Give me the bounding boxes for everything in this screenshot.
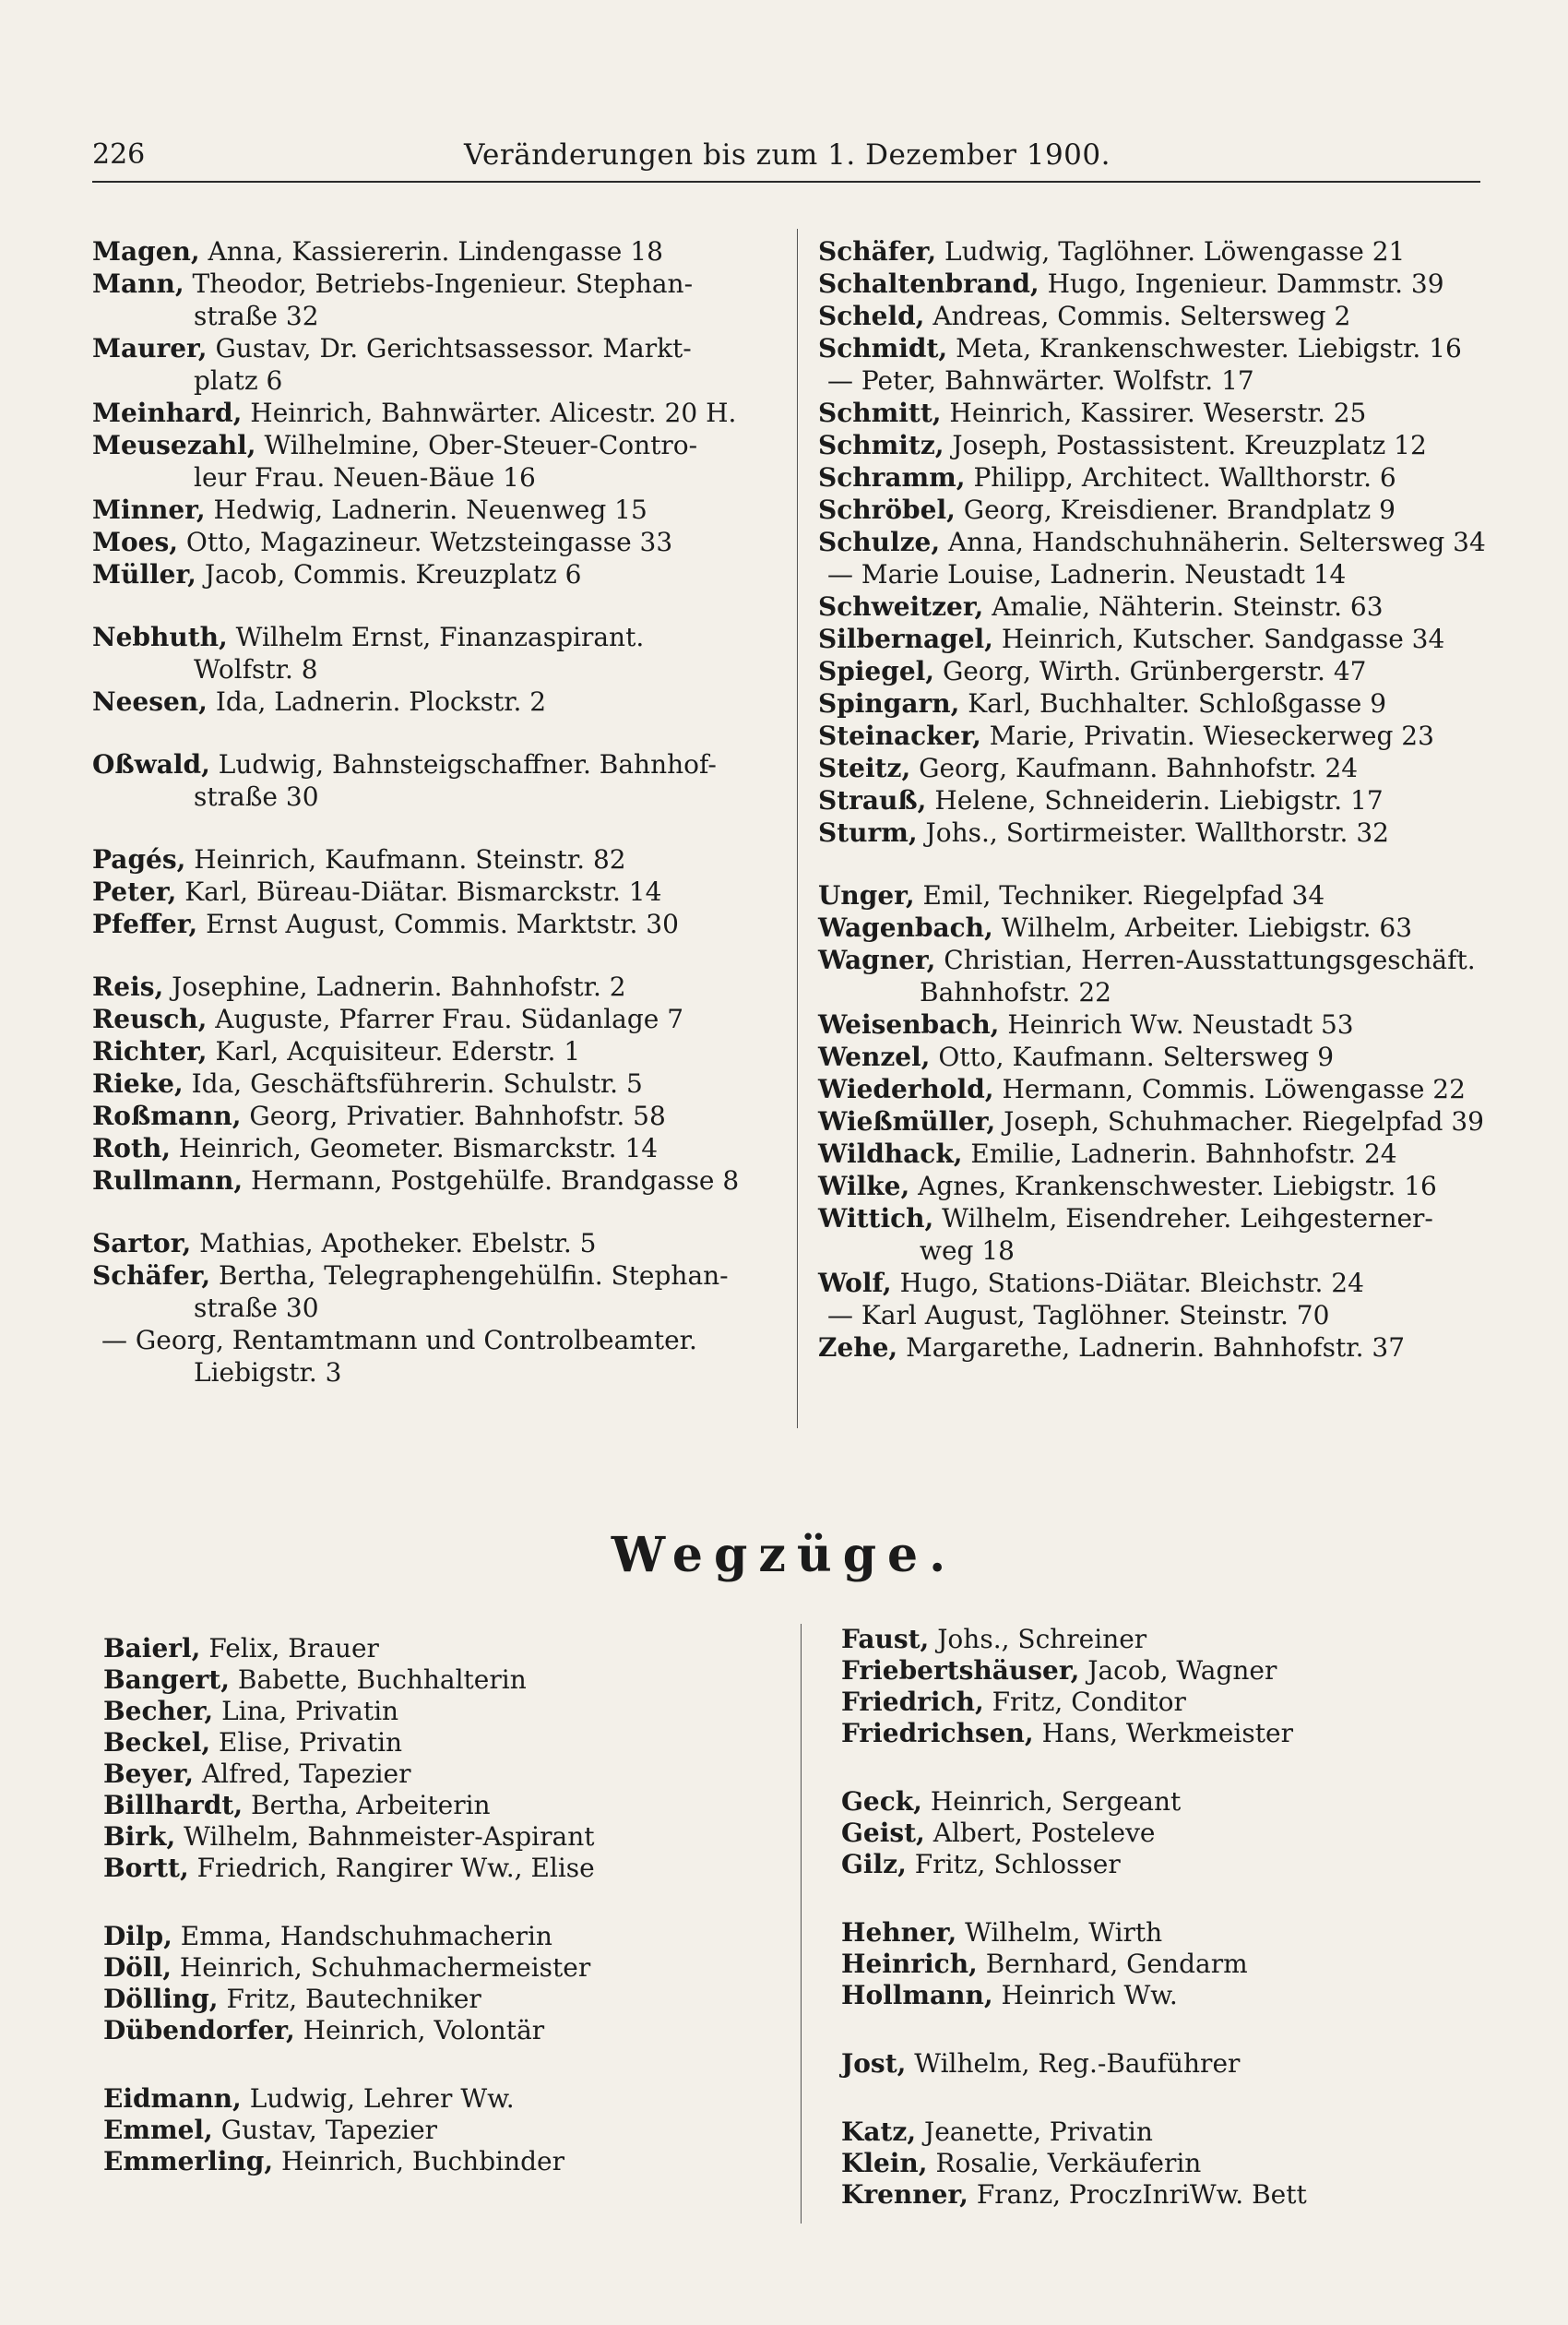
left-column [92,235,821,1389]
entry-surname: Heinrich, [841,1949,978,1979]
entry-details: Wilhelm Ernst, Finanzaspirant. [235,622,645,652]
directory-entry [92,235,821,268]
entry-surname: Magen, [92,236,200,267]
entry-surname: Jost, [841,2048,907,2079]
entry-surname: Friedrichsen, [841,1718,1034,1748]
directory-entry [103,1633,832,1664]
entry-details: Heinrich, Kaufmann. Steinstr. 82 [194,844,626,875]
entry-details: Babette, Buchhalterin [237,1664,527,1695]
entry-surname: Wagenbach, [818,912,993,943]
directory-entry [103,1696,832,1727]
entry-details: Margarethe, Ladnerin. Bahnhofstr. 37 [906,1332,1406,1363]
directory-entry [818,590,1547,623]
entry-details: Elise, Privatin [219,1727,403,1758]
directory-entry [103,1821,832,1853]
directory-entry [841,1687,1568,1718]
entry-details: Emilie, Ladnerin. Bahnhofstr. 24 [970,1139,1397,1169]
entry-details: Felix, Brauer [208,1633,379,1663]
running-head: Veränderungen bis zum 1. Dezember 1900. [464,138,1111,172]
entry-details: Ida, Geschäftsführerin. Schulstr. 5 [191,1068,643,1099]
directory-entry [818,332,1547,364]
entry-details: Gustav, Dr. Gerichtsassessor. Markt- [215,333,692,364]
directory-entry [818,720,1547,752]
directory-entry [92,1259,821,1292]
directory-entry [818,687,1547,720]
entry-continuation: platz 6 [194,365,283,396]
directory-entry [818,1073,1547,1105]
entry-details: Fritz, Schlosser [914,1849,1121,1879]
entry-text: — Peter, Bahnwärter. Wolfstr. 17 [827,365,1254,396]
directory-entry [841,1655,1568,1687]
entry-details: Heinrich Ww. [1001,1980,1178,2010]
directory-entry [818,461,1547,494]
entry-surname: Steinacker, [818,721,981,751]
directory-entry [818,494,1547,526]
entry-details: Wilhelm, Reg.-Bauführer [914,2048,1241,2079]
entry-details: Hermann, Commis. Löwengasse 22 [1002,1074,1466,1104]
directory-entry [92,1164,821,1197]
entry-continuation: leur Frau. Neuen-Bäue 16 [194,462,536,493]
entry-surname: Klein, [841,2148,928,2178]
entry-surname: Rieke, [92,1068,184,1099]
entry-details: Emil, Techniker. Riegelpfad 34 [922,880,1325,911]
directory-entry [841,1949,1568,1980]
column-divider [797,229,798,1428]
entry-details: Helene, Schneiderin. Liebigstr. 17 [934,785,1384,816]
directory-entry [92,332,821,364]
entry-surname: Billhardt, [103,1790,244,1820]
directory-entry [841,2048,1568,2080]
entry-surname: Emmel, [103,2115,213,2145]
directory-entry [818,1331,1547,1364]
entry-details: Albert, Posteleve [932,1818,1156,1848]
entry-details: Georg, Kaufmann. Bahnhofstr. 24 [919,753,1359,783]
entry-surname: Wenzel, [818,1042,931,1072]
entry-surname: Wolf, [818,1268,892,1298]
entry-surname: Minner, [92,495,206,525]
entry-surname: Wittich, [818,1203,934,1234]
entry-details: Anna, Handschuhnäherin. Seltersweg 34 [948,527,1486,557]
directory-entry [103,1790,832,1821]
directory-entry [841,1786,1568,1818]
directory-entry [818,268,1547,300]
entry-details: Heinrich, Buchbinder [281,2146,564,2176]
entry-details: Ida, Ladnerin. Plockstr. 2 [215,686,547,717]
directory-entry [92,843,821,876]
directory-entry [841,1718,1568,1749]
entry-details: Ludwig, Lehrer Ww. [249,2083,515,2114]
entry-surname: Katz, [841,2116,917,2147]
entry-details: Fritz, Bautechniker [226,1984,481,2014]
column-divider-bottom [801,1624,802,2224]
directory-entry [103,1921,832,1952]
directory-entry [103,1664,832,1696]
directory-entry [841,1818,1568,1849]
entry-details: Heinrich Ww. Neustadt 53 [1007,1009,1354,1040]
directory-entry [841,1849,1568,1880]
entry-details: Philipp, Architect. Wallthorstr. 6 [973,462,1396,493]
directory-entry [818,429,1547,461]
entry-details: Georg, Privatier. Bahnhofstr. 58 [249,1101,666,1131]
directory-entry [92,494,821,526]
entry-surname: Peter, [92,876,177,907]
entry-surname: Maurer, [92,333,208,364]
entry-details: Wilhelm, Wirth [965,1917,1163,1948]
directory-entry [92,1100,821,1132]
wegzuege-left-column [103,1633,832,2177]
entry-details: Alfred, Tapezier [201,1759,411,1789]
directory-entry [818,752,1547,784]
entry-surname: Nebhuth, [92,622,228,652]
entry-details: Heinrich, Bahnwärter. Alicestr. 20 H. [250,398,737,428]
entry-surname: Dübendorfer, [103,2015,295,2045]
entry-surname: Rullmann, [92,1165,244,1196]
entry-details: Joseph, Schuhmacher. Riegelpfad 39 [1004,1106,1484,1137]
entry-continuation: straße 30 [194,781,319,812]
entry-details: Georg, Kreisdiener. Brandplatz 9 [963,495,1396,525]
entry-surname: Silbernagel, [818,624,993,654]
directory-entry [103,1727,832,1759]
entry-surname: Spingarn, [818,688,960,719]
entry-details: Agnes, Krankenschwester. Liebigstr. 16 [918,1171,1437,1201]
entry-details: Heinrich, Geometer. Bismarckstr. 14 [178,1133,659,1163]
entry-details: Georg, Wirth. Grünbergerstr. 47 [942,656,1367,686]
entry-details: Theodor, Betriebs-Ingenieur. Stephan- [192,268,694,299]
directory-entry [92,1035,821,1067]
directory-entry [92,429,821,461]
directory-entry [92,1324,821,1356]
entry-details: Bertha, Telegraphengehülfin. Stephan- [219,1260,729,1291]
page-header [92,138,1480,181]
entry-details: Meta, Krankenschwester. Liebigstr. 16 [956,333,1462,364]
entry-surname: Schröbel, [818,495,956,525]
directory-entry [92,397,821,429]
directory-entry [818,655,1547,687]
directory-entry [818,235,1547,268]
entry-surname: Meusezahl, [92,430,256,460]
entry-surname: Steitz, [818,753,911,783]
directory-entry [818,1105,1547,1138]
section-title-wegzuege: Wegzüge. [611,1527,957,1583]
entry-surname: Roth, [92,1133,171,1163]
entry-surname: Emmerling, [103,2146,274,2176]
entry-details: Ernst August, Commis. Marktstr. 30 [206,909,679,939]
entry-details: Lina, Privatin [221,1696,399,1726]
entry-text: — Georg, Rentamtmann und Controlbeamter. [101,1325,697,1355]
directory-entry [92,971,821,1003]
directory-entry [92,1003,821,1035]
directory-entry [103,2015,832,2046]
entry-surname: Neesen, [92,686,208,717]
directory-entry [92,686,821,718]
entry-surname: Wildhack, [818,1139,963,1169]
directory-entry [103,2146,832,2177]
entry-surname: Birk, [103,1821,176,1852]
entry-details: Johs., Schreiner [937,1624,1147,1654]
entry-details: Wilhelm, Bahnmeister-Aspirant [184,1821,595,1852]
entry-surname: Geck, [841,1786,922,1817]
entry-surname: Friedrich, [841,1687,984,1717]
entry-surname: Beyer, [103,1759,195,1789]
directory-entry [92,621,821,653]
directory-entry [841,2116,1568,2148]
entry-details: Otto, Magazineur. Wetzsteingasse 33 [185,527,673,557]
directory-entry [818,1008,1547,1041]
entry-details: Hans, Werkmeister [1041,1718,1293,1748]
directory-entry [818,364,1547,397]
entry-details: Jeanette, Privatin [923,2116,1153,2147]
entry-surname: Zehe, [818,1332,898,1363]
directory-entry [103,1853,832,1884]
directory-entry [818,784,1547,817]
entry-details: Wilhelm, Eisendreher. Leihgesterner- [942,1203,1433,1234]
entry-details: Rosalie, Verkäuferin [935,2148,1202,2178]
directory-entry [818,879,1547,912]
directory-entry [92,908,821,940]
entry-surname: Schmitz, [818,430,944,460]
entry-surname: Beckel, [103,1727,211,1758]
entry-details: Johs., Sortirmeister. Wallthorstr. 32 [925,817,1389,848]
entry-surname: Faust, [841,1624,930,1654]
entry-details: Anna, Kassiererin. Lindengasse 18 [208,236,663,267]
entry-details: Heinrich, Kutscher. Sandgasse 34 [1001,624,1445,654]
entry-surname: Wiederhold, [818,1074,994,1104]
entry-details: Hugo, Stations-Diätar. Bleichstr. 24 [899,1268,1364,1298]
entry-surname: Unger, [818,880,915,911]
entry-surname: Meinhard, [92,398,243,428]
entry-details: Bertha, Arbeiterin [251,1790,491,1820]
directory-entry [818,912,1547,944]
entry-text: — Marie Louise, Ladnerin. Neustadt 14 [827,559,1347,590]
entry-surname: Friebertshäuser, [841,1655,1080,1686]
directory-entry [818,944,1547,976]
entry-details: Wilhelmine, Ober-Steuer-Contro- [264,430,698,460]
entry-surname: Schäfer, [818,236,937,267]
entry-surname: Moes, [92,527,178,557]
entry-surname: Geist, [841,1818,925,1848]
entry-surname: Gilz, [841,1849,907,1879]
directory-entry [841,1624,1568,1655]
directory-entry [841,1917,1568,1949]
directory-entry [92,1132,821,1164]
entry-details: Heinrich, Volontär [303,2015,545,2045]
entry-continuation: Liebigstr. 3 [194,1357,342,1388]
entry-details: Wilhelm, Arbeiter. Liebigstr. 63 [1001,912,1413,943]
directory-entry [92,1227,821,1259]
entry-surname: Schaltenbrand, [818,268,1039,299]
entry-details: Hugo, Ingenieur. Dammstr. 39 [1047,268,1444,299]
entry-surname: Wilke, [818,1171,910,1201]
entry-surname: Krenner, [841,2179,968,2210]
entry-surname: Sartor, [92,1228,192,1258]
directory-entry [818,817,1547,849]
entry-details: Jacob, Commis. Kreuzplatz 6 [204,559,582,590]
entry-surname: Strauß, [818,785,927,816]
directory-entry [103,1952,832,1984]
entry-details: Ludwig, Bahnsteigschaffner. Bahnhof- [218,749,717,780]
directory-entry [103,2083,832,2115]
entry-details: Karl, Acquisiteur. Ederstr. 1 [215,1036,581,1067]
entry-surname: Becher, [103,1696,214,1726]
entry-surname: Müller, [92,559,196,590]
entry-surname: Schramm, [818,462,966,493]
entry-surname: Wagner, [818,945,936,975]
entry-details: Friedrich, Rangirer Ww., Elise [196,1853,595,1883]
directory-entry [818,1202,1547,1234]
entry-continuation: Bahnhofstr. 22 [920,977,1111,1008]
entry-details: Gustav, Tapezier [220,2115,438,2145]
directory-entry [818,1170,1547,1202]
entry-surname: Dilp, [103,1921,172,1951]
entry-surname: Bangert, [103,1664,230,1695]
directory-entry [103,2115,832,2146]
directory-entry [818,623,1547,655]
directory-entry [92,526,821,558]
directory-entry [818,300,1547,332]
wegzuege-right-column [841,1624,1568,2211]
entry-details: Karl, Buchhalter. Schloßgasse 9 [968,688,1387,719]
entry-surname: Schmitt, [818,398,942,428]
entry-details: Hermann, Postgehülfe. Brandgasse 8 [251,1165,740,1196]
entry-surname: Döll, [103,1952,172,1983]
entry-surname: Eidmann, [103,2083,242,2114]
directory-entry [103,1759,832,1790]
entry-continuation: straße 30 [194,1293,319,1323]
entry-details: Jacob, Wagner [1087,1655,1277,1686]
right-column [818,235,1547,1364]
entry-details: Franz, ProczInriWw. Bett [976,2179,1307,2210]
entry-surname: Hehner, [841,1917,957,1948]
entry-details: Josephine, Ladnerin. Bahnhofstr. 2 [172,972,626,1002]
entry-surname: Sturm, [818,817,918,848]
entry-surname: Pfeffer, [92,909,198,939]
directory-entry [841,1980,1568,2011]
entry-surname: Schulze, [818,527,941,557]
entry-continuation: straße 32 [194,301,319,331]
entry-details: Christian, Herren-Ausstattungsgeschäft. [944,945,1476,975]
entry-surname: Baierl, [103,1633,201,1663]
entry-surname: Weisenbach, [818,1009,1000,1040]
entry-surname: Roßmann, [92,1101,242,1131]
directory-entry [841,2179,1568,2211]
entry-surname: Reis, [92,972,164,1002]
entry-continuation: weg 18 [920,1235,1015,1266]
entry-details: Mathias, Apotheker. Ebelstr. 5 [199,1228,597,1258]
entry-details: Hedwig, Ladnerin. Neuenweg 15 [213,495,647,525]
entry-details: Fritz, Conditor [992,1687,1186,1717]
entry-details: Joseph, Postassistent. Kreuzplatz 12 [952,430,1427,460]
entry-details: Marie, Privatin. Wieseckerweg 23 [989,721,1434,751]
directory-entry [818,397,1547,429]
directory-entry [818,558,1547,590]
entry-details: Heinrich, Schuhmachermeister [179,1952,591,1983]
entry-details: Heinrich, Kassirer. Weserstr. 25 [949,398,1367,428]
entry-details: Otto, Kaufmann. Seltersweg 9 [938,1042,1335,1072]
header-rule [92,181,1480,183]
directory-entry [92,1067,821,1100]
directory-entry [818,1041,1547,1073]
entry-surname: Richter, [92,1036,208,1067]
directory-entry [818,1138,1547,1170]
entry-surname: Pagés, [92,844,186,875]
entry-surname: Schäfer, [92,1260,211,1291]
entry-surname: Reusch, [92,1004,208,1034]
entry-surname: Mann, [92,268,184,299]
entry-surname: Hollmann, [841,1980,993,2010]
entry-surname: Spiegel, [818,656,935,686]
entry-surname: Schweitzer, [818,591,984,622]
entry-continuation: Wolfstr. 8 [194,654,318,685]
entry-surname: Schmidt, [818,333,948,364]
directory-entry [92,558,821,590]
directory-entry [92,876,821,908]
entry-surname: Dölling, [103,1984,219,2014]
entry-text: — Karl August, Taglöhner. Steinstr. 70 [827,1300,1330,1330]
entry-surname: Scheld, [818,301,925,331]
entry-details: Auguste, Pfarrer Frau. Südanlage 7 [215,1004,684,1034]
entry-details: Ludwig, Taglöhner. Löwengasse 21 [944,236,1406,267]
directory-entry [92,268,821,300]
page-number: 226 [92,138,146,171]
entry-details: Heinrich, Sergeant [930,1786,1182,1817]
directory-entry [92,748,821,781]
directory-entry [818,526,1547,558]
entry-surname: Bortt, [103,1853,189,1883]
directory-entry [841,2148,1568,2179]
entry-details: Bernhard, Gendarm [985,1949,1248,1979]
entry-details: Emma, Handschuhmacherin [180,1921,552,1951]
directory-entry [103,1984,832,2015]
entry-details: Andreas, Commis. Seltersweg 2 [932,301,1351,331]
directory-entry [818,1267,1547,1299]
entry-surname: Wießmüller, [818,1106,996,1137]
entry-surname: Oßwald, [92,749,210,780]
entry-details: Karl, Büreau-Diätar. Bismarckstr. 14 [184,876,662,907]
directory-entry [818,1299,1547,1331]
entry-details: Amalie, Nähterin. Steinstr. 63 [992,591,1384,622]
